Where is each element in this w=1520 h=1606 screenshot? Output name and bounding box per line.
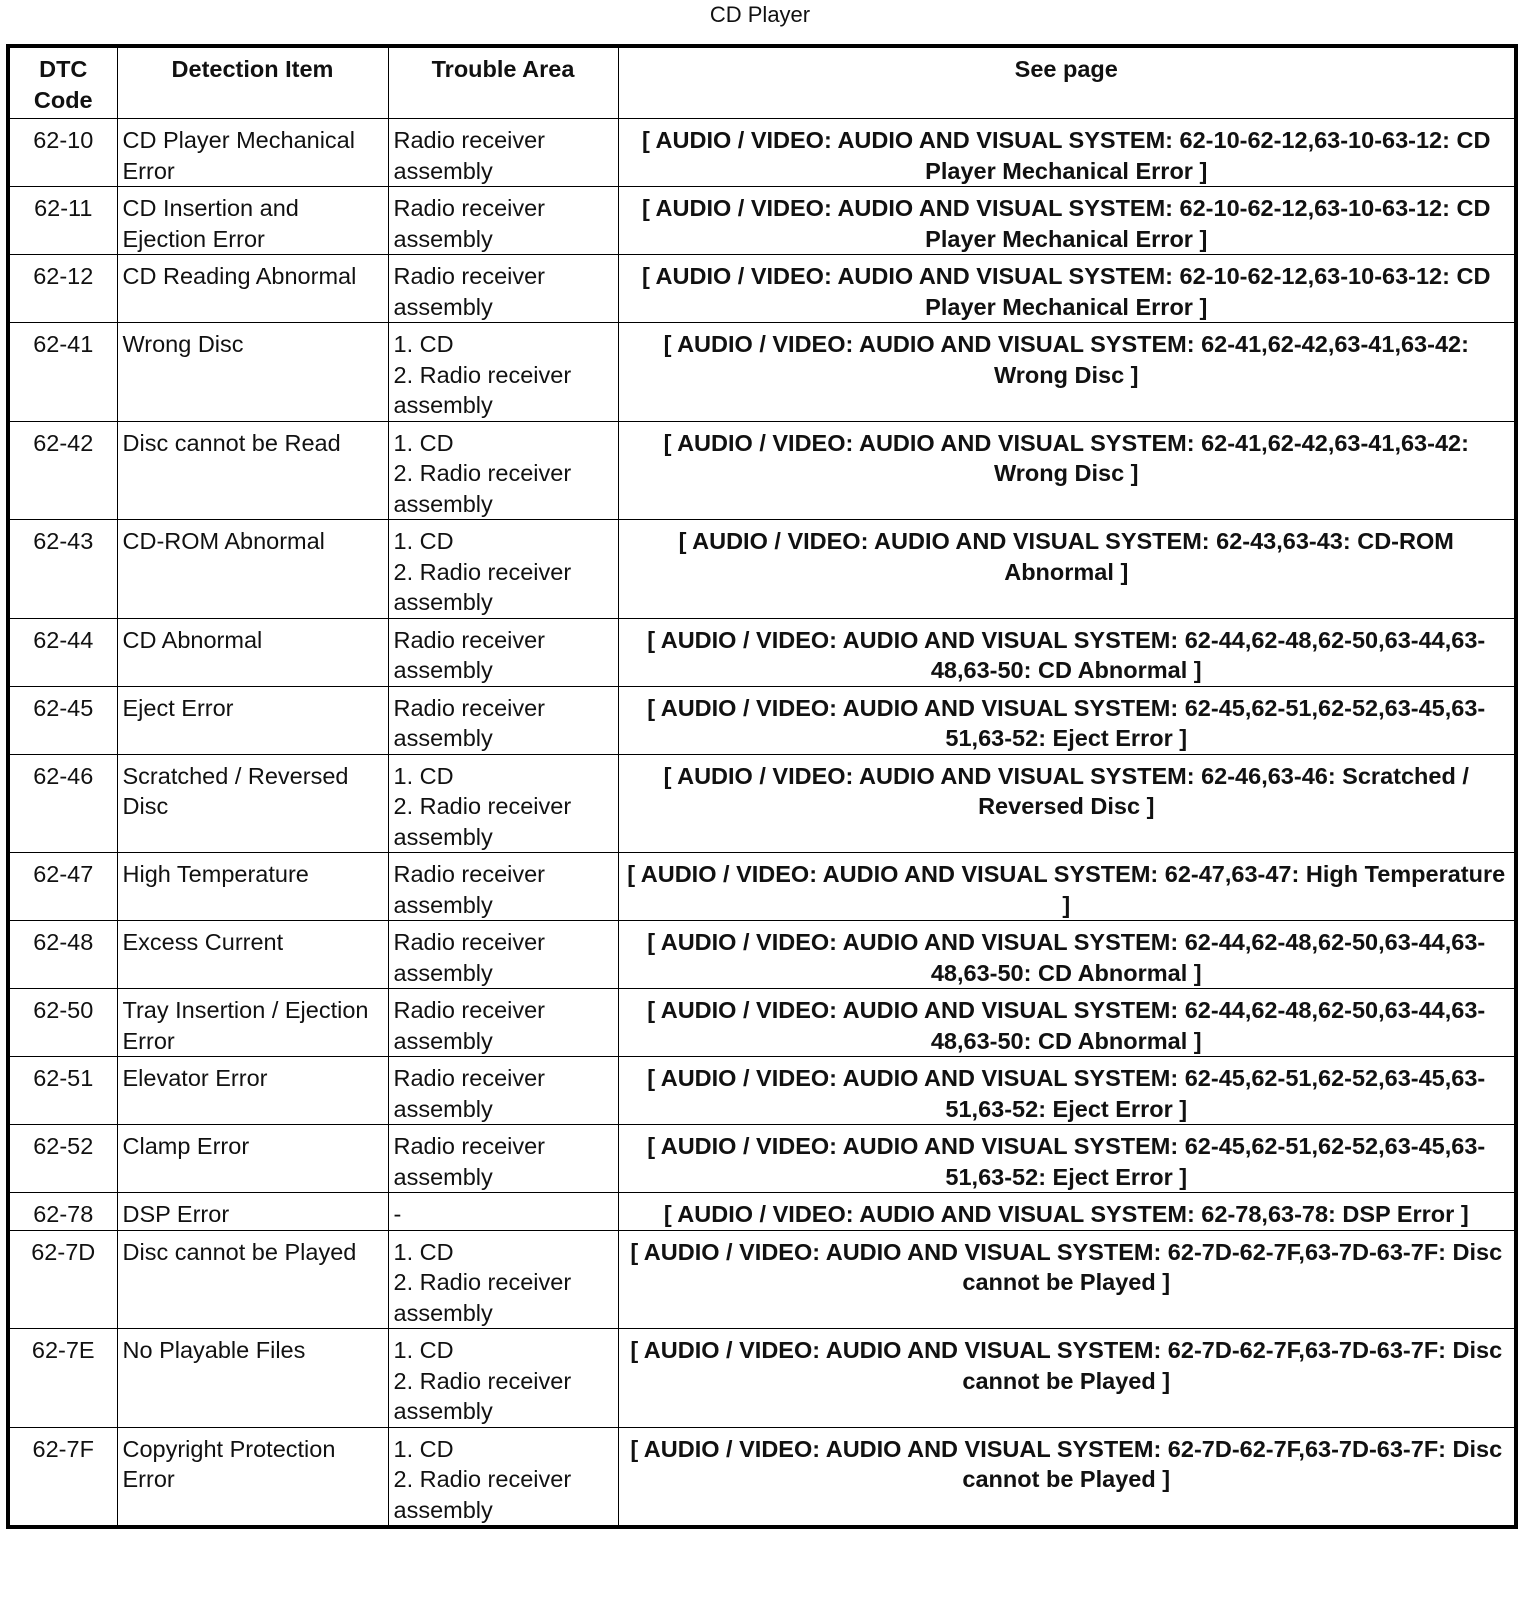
dtc-code-cell: 62-7E (8, 1329, 117, 1428)
see-page-link[interactable]: [ AUDIO / VIDEO: AUDIO AND VISUAL SYSTEM: 62-47,63-47: High Temperature ] (618, 853, 1516, 921)
detection-item-cell: Wrong Disc (117, 323, 388, 422)
trouble-area-cell (388, 1193, 618, 1231)
detection-item-cell: Copyright Protection Error (117, 1427, 388, 1527)
see-page-link[interactable]: [ AUDIO / VIDEO: AUDIO AND VISUAL SYSTEM: 62-10-62-12,63-10-63-12: CD Player Mechanical Error ] (618, 187, 1516, 255)
dtc-code-cell: 62-45 (8, 686, 117, 754)
detection-item-cell: Clamp Error (117, 1125, 388, 1193)
trouble-area-cell (388, 1057, 618, 1125)
trouble-area-line: Radio receiver assembly (393, 127, 546, 184)
detection-item-cell: Eject Error (117, 686, 388, 754)
table-row (8, 853, 1516, 921)
header-trouble-area: Trouble Area (388, 46, 618, 119)
trouble-area-line: 1. CD (393, 331, 454, 357)
detection-item-cell: Disc cannot be Read (117, 421, 388, 520)
see-page-link[interactable]: [ AUDIO / VIDEO: AUDIO AND VISUAL SYSTEM: 62-45,62-51,62-52,63-45,63-51,63-52: Eject Error ] (618, 1057, 1516, 1125)
trouble-area-line: Radio receiver assembly (393, 626, 546, 683)
trouble-area-cell (388, 1125, 618, 1193)
see-page-link[interactable]: [ AUDIO / VIDEO: AUDIO AND VISUAL SYSTEM: 62-44,62-48,62-50,63-44,63-48,63-50: CD Abnormal ] (618, 989, 1516, 1057)
detection-item-cell: CD Reading Abnormal (117, 255, 388, 323)
trouble-area-line: Radio receiver assembly (393, 1065, 546, 1122)
see-page-link[interactable]: [ AUDIO / VIDEO: AUDIO AND VISUAL SYSTEM: 62-10-62-12,63-10-63-12: CD Player Mechanical Error ] (618, 255, 1516, 323)
dtc-code-cell: 62-47 (8, 853, 117, 921)
see-page-link[interactable]: [ AUDIO / VIDEO: AUDIO AND VISUAL SYSTEM: 62-41,62-42,63-41,63-42: Wrong Disc ] (618, 323, 1516, 422)
table-row (8, 1125, 1516, 1193)
detection-item-cell: High Temperature (117, 853, 388, 921)
table-row (8, 1057, 1516, 1125)
detection-item-cell: Scratched / Reversed Disc (117, 754, 388, 853)
see-page-link[interactable]: [ AUDIO / VIDEO: AUDIO AND VISUAL SYSTEM: 62-45,62-51,62-52,63-45,63-51,63-52: Eject Error ] (618, 1125, 1516, 1193)
trouble-area-line: Radio receiver assembly (393, 1133, 546, 1190)
see-page-link[interactable]: [ AUDIO / VIDEO: AUDIO AND VISUAL SYSTEM: 62-41,62-42,63-41,63-42: Wrong Disc ] (618, 421, 1516, 520)
trouble-area-line: Radio receiver assembly (393, 694, 546, 751)
trouble-area-line: 2. Radio receiver assembly (393, 558, 572, 615)
see-page-link[interactable]: [ AUDIO / VIDEO: AUDIO AND VISUAL SYSTEM: 62-7D-62-7F,63-7D-63-7F: Disc cannot be Played ] (618, 1329, 1516, 1428)
trouble-area-cell (388, 1427, 618, 1527)
table-row (8, 323, 1516, 422)
table-row (8, 618, 1516, 686)
trouble-area-cell (388, 853, 618, 921)
table-row (8, 1329, 1516, 1428)
detection-item-cell: Disc cannot be Played (117, 1230, 388, 1329)
table-row (8, 520, 1516, 619)
dtc-code-cell: 62-10 (8, 119, 117, 187)
trouble-area-cell (388, 520, 618, 619)
detection-item-cell: DSP Error (117, 1193, 388, 1231)
table-row (8, 187, 1516, 255)
trouble-area-cell (388, 921, 618, 989)
trouble-area-line: 2. Radio receiver assembly (393, 460, 572, 517)
header-row (8, 46, 1516, 119)
trouble-area-cell (388, 618, 618, 686)
dtc-code-cell: 62-12 (8, 255, 117, 323)
see-page-link[interactable]: [ AUDIO / VIDEO: AUDIO AND VISUAL SYSTEM: 62-44,62-48,62-50,63-44,63-48,63-50: CD Abnormal ] (618, 618, 1516, 686)
see-page-link[interactable]: [ AUDIO / VIDEO: AUDIO AND VISUAL SYSTEM: 62-78,63-78: DSP Error ] (618, 1193, 1516, 1231)
trouble-area-line: 2. Radio receiver assembly (393, 361, 572, 418)
trouble-area-line: 1. CD (393, 1238, 454, 1265)
detection-item-cell: CD-ROM Abnormal (117, 520, 388, 619)
trouble-area-cell (388, 323, 618, 422)
dtc-code-cell: 62-78 (8, 1193, 117, 1231)
table-row (8, 119, 1516, 187)
trouble-area-cell (388, 754, 618, 853)
trouble-area-line: 1. CD (393, 429, 454, 456)
dtc-table (6, 44, 1518, 1529)
table-row (8, 421, 1516, 520)
header-dtc-code: DTC Code (8, 46, 117, 119)
trouble-area-cell (388, 119, 618, 187)
detection-item-cell: CD Player Mechanical Error (117, 119, 388, 187)
detection-item-cell: Tray Insertion / Ejection Error (117, 989, 388, 1057)
dtc-code-cell: 62-41 (8, 323, 117, 422)
header-detection-item: Detection Item (117, 46, 388, 119)
detection-item-cell: Excess Current (117, 921, 388, 989)
trouble-area-cell (388, 187, 618, 255)
trouble-area-line: - (393, 1201, 402, 1227)
trouble-area-line: 1. CD (393, 762, 454, 789)
trouble-area-line: Radio receiver assembly (393, 195, 546, 252)
see-page-link[interactable]: [ AUDIO / VIDEO: AUDIO AND VISUAL SYSTEM: 62-43,63-43: CD-ROM Abnormal ] (618, 520, 1516, 619)
trouble-area-cell (388, 1329, 618, 1428)
dtc-code-cell: 62-50 (8, 989, 117, 1057)
detection-item-cell: Elevator Error (117, 1057, 388, 1125)
dtc-code-cell: 62-7F (8, 1427, 117, 1527)
trouble-area-line: 1. CD (393, 1337, 454, 1363)
header-see-page: See page (618, 46, 1516, 119)
table-row (8, 686, 1516, 754)
dtc-code-cell: 62-44 (8, 618, 117, 686)
see-page-link[interactable]: [ AUDIO / VIDEO: AUDIO AND VISUAL SYSTEM: 62-46,63-46: Scratched / Reversed Disc ] (618, 754, 1516, 853)
trouble-area-line: Radio receiver assembly (393, 861, 546, 918)
trouble-area-line: Radio receiver assembly (393, 997, 546, 1054)
see-page-link[interactable]: [ AUDIO / VIDEO: AUDIO AND VISUAL SYSTEM: 62-10-62-12,63-10-63-12: CD Player Mechanical Error ] (618, 119, 1516, 187)
see-page-link[interactable]: [ AUDIO / VIDEO: AUDIO AND VISUAL SYSTEM: 62-45,62-51,62-52,63-45,63-51,63-52: Eject Error ] (618, 686, 1516, 754)
dtc-code-cell: 62-43 (8, 520, 117, 619)
page-title: CD Player (709, 2, 811, 27)
detection-item-cell: No Playable Files (117, 1329, 388, 1428)
detection-item-cell: CD Insertion and Ejection Error (117, 187, 388, 255)
see-page-link[interactable]: [ AUDIO / VIDEO: AUDIO AND VISUAL SYSTEM: 62-7D-62-7F,63-7D-63-7F: Disc cannot be Played ] (618, 1427, 1516, 1527)
table-row (8, 255, 1516, 323)
table-row (8, 754, 1516, 853)
see-page-link[interactable]: [ AUDIO / VIDEO: AUDIO AND VISUAL SYSTEM: 62-44,62-48,62-50,63-44,63-48,63-50: CD Abnormal ] (618, 921, 1516, 989)
dtc-code-cell: 62-51 (8, 1057, 117, 1125)
table-row (8, 1230, 1516, 1329)
dtc-code-cell: 62-7D (8, 1230, 117, 1329)
trouble-area-cell (388, 421, 618, 520)
table-row (8, 1193, 1516, 1231)
detection-item-cell: CD Abnormal (117, 618, 388, 686)
table-row (8, 989, 1516, 1057)
trouble-area-line: 2. Radio receiver assembly (393, 1367, 572, 1424)
table-row (8, 921, 1516, 989)
see-page-link[interactable]: [ AUDIO / VIDEO: AUDIO AND VISUAL SYSTEM: 62-7D-62-7F,63-7D-63-7F: Disc cannot be Played ] (618, 1230, 1516, 1329)
trouble-area-line: 2. Radio receiver assembly (393, 1269, 572, 1326)
trouble-area-line: 1. CD (393, 528, 454, 554)
trouble-area-line: 2. Radio receiver assembly (393, 1466, 572, 1523)
dtc-code-cell: 62-52 (8, 1125, 117, 1193)
dtc-code-cell: 62-42 (8, 421, 117, 520)
dtc-table-body (8, 119, 1516, 1528)
trouble-area-cell (388, 1230, 618, 1329)
table-row (8, 1427, 1516, 1527)
trouble-area-cell (388, 686, 618, 754)
trouble-area-line: 2. Radio receiver assembly (393, 793, 572, 850)
trouble-area-line: 1. CD (393, 1435, 454, 1462)
trouble-area-cell (388, 989, 618, 1057)
trouble-area-line: Radio receiver assembly (393, 263, 546, 320)
dtc-code-cell: 62-48 (8, 921, 117, 989)
dtc-code-cell: 62-11 (8, 187, 117, 255)
trouble-area-cell (388, 255, 618, 323)
dtc-code-cell: 62-46 (8, 754, 117, 853)
trouble-area-line: Radio receiver assembly (393, 929, 546, 986)
